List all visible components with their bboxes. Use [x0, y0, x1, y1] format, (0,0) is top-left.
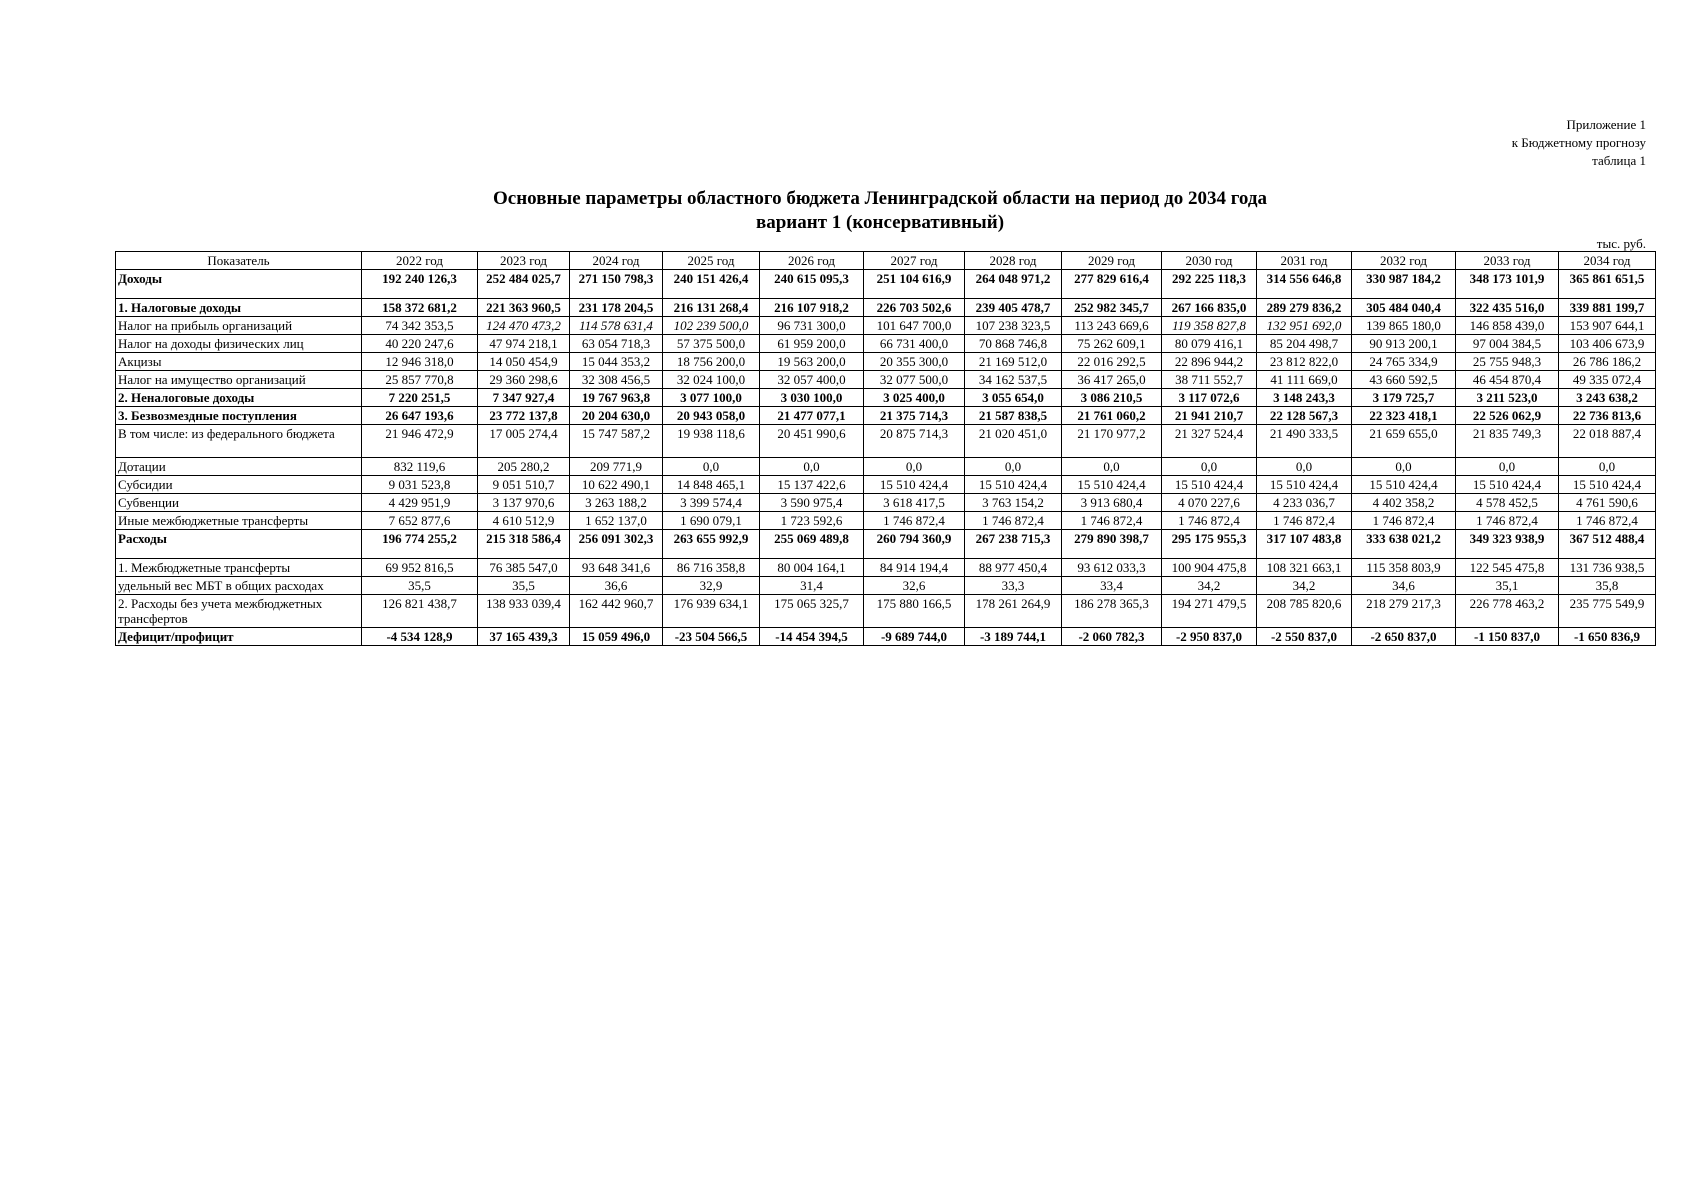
header-2034: 2034 год	[1559, 252, 1656, 270]
table-cell: 226 778 463,2	[1456, 595, 1559, 628]
table-cell: 9 051 510,7	[478, 476, 570, 494]
table-cell: 122 545 475,8	[1456, 559, 1559, 577]
table-cell: 108 321 663,1	[1257, 559, 1352, 577]
row-subventions	[116, 494, 1656, 512]
table-cell: 3 399 574,4	[663, 494, 760, 512]
table-cell: 21 835 749,3	[1456, 425, 1559, 458]
row-label: Налог на доходы физических лиц	[116, 335, 362, 353]
table-cell: 74 342 353,5	[362, 317, 478, 335]
table-cell: 19 767 963,8	[570, 389, 663, 407]
table-cell: 21 169 512,0	[965, 353, 1062, 371]
table-cell: 305 484 040,4	[1352, 299, 1456, 317]
table-cell: 260 794 360,9	[864, 530, 965, 559]
table-cell: 20 875 714,3	[864, 425, 965, 458]
row-label: Налог на прибыль организаций	[116, 317, 362, 335]
row-label: 2. Неналоговые доходы	[116, 389, 362, 407]
row-label: Дотации	[116, 458, 362, 476]
row-subsidies	[116, 476, 1656, 494]
table-cell: 205 280,2	[478, 458, 570, 476]
header-2027: 2027 год	[864, 252, 965, 270]
table-cell: 35,5	[362, 577, 478, 595]
table-cell: 43 660 592,5	[1352, 371, 1456, 389]
table-cell: 3 913 680,4	[1062, 494, 1162, 512]
row-excise	[116, 353, 1656, 371]
table-cell: 14 848 465,1	[663, 476, 760, 494]
table-cell: 35,1	[1456, 577, 1559, 595]
table-cell: 264 048 971,2	[965, 270, 1062, 299]
table-cell: 47 974 218,1	[478, 335, 570, 353]
table-cell: 289 279 836,2	[1257, 299, 1352, 317]
table-cell: 3 117 072,6	[1162, 389, 1257, 407]
table-cell: 158 372 681,2	[362, 299, 478, 317]
table-cell: 252 982 345,7	[1062, 299, 1162, 317]
table-cell: 1 723 592,6	[760, 512, 864, 530]
row-label: Субвенции	[116, 494, 362, 512]
row-label: 1. Налоговые доходы	[116, 299, 362, 317]
table-cell: 31,4	[760, 577, 864, 595]
table-cell: 0,0	[1062, 458, 1162, 476]
table-cell: 333 638 021,2	[1352, 530, 1456, 559]
table-cell: 34,2	[1162, 577, 1257, 595]
table-cell: 0,0	[663, 458, 760, 476]
table-cell: 240 151 426,4	[663, 270, 760, 299]
table-cell: 7 347 927,4	[478, 389, 570, 407]
table-cell: 192 240 126,3	[362, 270, 478, 299]
header-2026: 2026 год	[760, 252, 864, 270]
table-cell: 34 162 537,5	[965, 371, 1062, 389]
row-label: 3. Безвозмездные поступления	[116, 407, 362, 425]
table-cell: 15 510 424,4	[1257, 476, 1352, 494]
table-cell: 0,0	[1162, 458, 1257, 476]
table-cell: 93 648 341,6	[570, 559, 663, 577]
table-cell: 3 179 725,7	[1352, 389, 1456, 407]
table-cell: 10 622 490,1	[570, 476, 663, 494]
table-cell: 32,9	[663, 577, 760, 595]
table-cell: 15 510 424,4	[1559, 476, 1656, 494]
table-cell: 24 765 334,9	[1352, 353, 1456, 371]
table-cell: 3 148 243,3	[1257, 389, 1352, 407]
table-cell: 21 327 524,4	[1162, 425, 1257, 458]
table-cell: 26 647 193,6	[362, 407, 478, 425]
table-cell: 33,4	[1062, 577, 1162, 595]
table-cell: 97 004 384,5	[1456, 335, 1559, 353]
table-cell: 252 484 025,7	[478, 270, 570, 299]
row-non-tax-income	[116, 389, 1656, 407]
table-cell: 175 065 325,7	[760, 595, 864, 628]
header-2033: 2033 год	[1456, 252, 1559, 270]
table-cell: 0,0	[1456, 458, 1559, 476]
table-cell: 255 069 489,8	[760, 530, 864, 559]
table-cell: 240 615 095,3	[760, 270, 864, 299]
table-cell: 63 054 718,3	[570, 335, 663, 353]
header-2031: 2031 год	[1257, 252, 1352, 270]
table-header-row	[116, 252, 1656, 270]
table-cell: 20 204 630,0	[570, 407, 663, 425]
table-cell: 215 318 586,4	[478, 530, 570, 559]
table-cell: 251 104 616,9	[864, 270, 965, 299]
table-cell: 367 512 488,4	[1559, 530, 1656, 559]
table-cell: 21 170 977,2	[1062, 425, 1162, 458]
table-cell: 226 703 502,6	[864, 299, 965, 317]
table-cell: 35,5	[478, 577, 570, 595]
table-cell: 107 238 323,5	[965, 317, 1062, 335]
table-cell: 80 004 164,1	[760, 559, 864, 577]
table-cell: 113 243 669,6	[1062, 317, 1162, 335]
table-cell: 22 323 418,1	[1352, 407, 1456, 425]
table-cell: 1 690 079,1	[663, 512, 760, 530]
table-cell: 176 939 634,1	[663, 595, 760, 628]
header-2025: 2025 год	[663, 252, 760, 270]
table-cell: 1 746 872,4	[1257, 512, 1352, 530]
table-cell: 66 731 400,0	[864, 335, 965, 353]
row-gratuitous-receipts	[116, 407, 1656, 425]
table-cell: 0,0	[760, 458, 864, 476]
table-cell: 119 358 827,8	[1162, 317, 1257, 335]
table-cell: -9 689 744,0	[864, 628, 965, 646]
table-cell: 349 323 938,9	[1456, 530, 1559, 559]
table-cell: 114 578 631,4	[570, 317, 663, 335]
table-cell: 15 510 424,4	[1456, 476, 1559, 494]
table-cell: -1 650 836,9	[1559, 628, 1656, 646]
table-cell: 4 402 358,2	[1352, 494, 1456, 512]
table-cell: 131 736 938,5	[1559, 559, 1656, 577]
table-cell: 3 618 417,5	[864, 494, 965, 512]
table-cell: 37 165 439,3	[478, 628, 570, 646]
table-cell: 32,6	[864, 577, 965, 595]
table-cell: 277 829 616,4	[1062, 270, 1162, 299]
table-cell: 348 173 101,9	[1456, 270, 1559, 299]
table-cell: 295 175 955,3	[1162, 530, 1257, 559]
table-cell: 146 858 439,0	[1456, 317, 1559, 335]
table-cell: 0,0	[965, 458, 1062, 476]
table-cell: 17 005 274,4	[478, 425, 570, 458]
table-cell: 124 470 473,2	[478, 317, 570, 335]
table-cell: 1 746 872,4	[1456, 512, 1559, 530]
row-label: Субсидии	[116, 476, 362, 494]
table-cell: -23 504 566,5	[663, 628, 760, 646]
table-cell: 3 763 154,2	[965, 494, 1062, 512]
table-cell: 21 375 714,3	[864, 407, 965, 425]
row-grants	[116, 458, 1656, 476]
table-cell: 93 612 033,3	[1062, 559, 1162, 577]
table-cell: 235 775 549,9	[1559, 595, 1656, 628]
table-cell: 96 731 300,0	[760, 317, 864, 335]
table-cell: 3 137 970,6	[478, 494, 570, 512]
table-cell: 103 406 673,9	[1559, 335, 1656, 353]
appendix-note	[1512, 116, 1646, 170]
header-2023: 2023 год	[478, 252, 570, 270]
table-cell: 15 510 424,4	[965, 476, 1062, 494]
table-cell: 25 755 948,3	[1456, 353, 1559, 371]
table-cell: 162 442 960,7	[570, 595, 663, 628]
header-2028: 2028 год	[965, 252, 1062, 270]
table-cell: 34,6	[1352, 577, 1456, 595]
table-cell: 102 239 500,0	[663, 317, 760, 335]
table-cell: 267 238 715,3	[965, 530, 1062, 559]
table-cell: 15 747 587,2	[570, 425, 663, 458]
table-cell: 267 166 835,0	[1162, 299, 1257, 317]
page-title	[0, 187, 1697, 235]
table-cell: 20 355 300,0	[864, 353, 965, 371]
table-cell: 292 225 118,3	[1162, 270, 1257, 299]
table-cell: 69 952 816,5	[362, 559, 478, 577]
table-cell: 76 385 547,0	[478, 559, 570, 577]
table-cell: 175 880 166,5	[864, 595, 965, 628]
table-cell: 19 563 200,0	[760, 353, 864, 371]
row-expenses	[116, 530, 1656, 559]
table-cell: 21 477 077,1	[760, 407, 864, 425]
table-cell: 263 655 992,9	[663, 530, 760, 559]
units-label: тыс. руб.	[1596, 236, 1646, 251]
table-cell: 22 016 292,5	[1062, 353, 1162, 371]
table-cell: 279 890 398,7	[1062, 530, 1162, 559]
table-cell: 3 590 975,4	[760, 494, 864, 512]
table-cell: 153 907 644,1	[1559, 317, 1656, 335]
table-cell: 85 204 498,7	[1257, 335, 1352, 353]
table-cell: 178 261 264,9	[965, 595, 1062, 628]
table-cell: 1 746 872,4	[965, 512, 1062, 530]
table-cell: 231 178 204,5	[570, 299, 663, 317]
appendix-line-3: таблица 1	[1592, 153, 1646, 168]
table-cell: 21 941 210,7	[1162, 407, 1257, 425]
table-cell: 33,3	[965, 577, 1062, 595]
table-cell: 15 510 424,4	[864, 476, 965, 494]
table-cell: 38 711 552,7	[1162, 371, 1257, 389]
row-interbudget-transfers	[116, 559, 1656, 577]
table-cell: 216 107 918,2	[760, 299, 864, 317]
table-cell: 21 659 655,0	[1352, 425, 1456, 458]
table-cell: 86 716 358,8	[663, 559, 760, 577]
table-cell: 25 857 770,8	[362, 371, 478, 389]
table-cell: 1 652 137,0	[570, 512, 663, 530]
table-cell: 21 761 060,2	[1062, 407, 1162, 425]
table-cell: 23 772 137,8	[478, 407, 570, 425]
row-property-tax	[116, 371, 1656, 389]
table-cell: 23 812 822,0	[1257, 353, 1352, 371]
table-cell: 1 746 872,4	[1162, 512, 1257, 530]
table-cell: 22 018 887,4	[1559, 425, 1656, 458]
table-cell: 15 059 496,0	[570, 628, 663, 646]
header-2029: 2029 год	[1062, 252, 1162, 270]
table-cell: 101 647 700,0	[864, 317, 965, 335]
table-cell: 0,0	[1257, 458, 1352, 476]
table-cell: 21 946 472,9	[362, 425, 478, 458]
table-cell: 317 107 483,8	[1257, 530, 1352, 559]
row-deficit-surplus	[116, 628, 1656, 646]
appendix-line-2: к Бюджетному прогнозу	[1511, 135, 1646, 150]
table-cell: 3 025 400,0	[864, 389, 965, 407]
table-cell: 0,0	[1352, 458, 1456, 476]
table-cell: 9 031 523,8	[362, 476, 478, 494]
table-cell: 32 024 100,0	[663, 371, 760, 389]
table-cell: 18 756 200,0	[663, 353, 760, 371]
table-cell: 3 263 188,2	[570, 494, 663, 512]
table-cell: 35,8	[1559, 577, 1656, 595]
table-cell: 4 429 951,9	[362, 494, 478, 512]
table-cell: 138 933 039,4	[478, 595, 570, 628]
table-cell: 22 128 567,3	[1257, 407, 1352, 425]
table-cell: 3 086 210,5	[1062, 389, 1162, 407]
table-cell: 32 077 500,0	[864, 371, 965, 389]
table-cell: 21 020 451,0	[965, 425, 1062, 458]
table-cell: 14 050 454,9	[478, 353, 570, 371]
table-cell: 57 375 500,0	[663, 335, 760, 353]
row-expenses-without-transfers	[116, 595, 1656, 628]
table-cell: 322 435 516,0	[1456, 299, 1559, 317]
table-cell: 218 279 217,3	[1352, 595, 1456, 628]
table-cell: 21 587 838,5	[965, 407, 1062, 425]
row-label: Доходы	[116, 270, 362, 299]
table-cell: -2 950 837,0	[1162, 628, 1257, 646]
table-cell: 4 761 590,6	[1559, 494, 1656, 512]
table-cell: -2 060 782,3	[1062, 628, 1162, 646]
title-line-2: вариант 1 (консервативный)	[755, 212, 1005, 233]
appendix-line-1: Приложение 1	[1566, 117, 1646, 132]
row-personal-income-tax	[116, 335, 1656, 353]
table-cell: 7 220 251,5	[362, 389, 478, 407]
table-cell: 88 977 450,4	[965, 559, 1062, 577]
table-cell: -3 189 744,1	[965, 628, 1062, 646]
table-cell: 0,0	[1559, 458, 1656, 476]
table-cell: 26 786 186,2	[1559, 353, 1656, 371]
table-cell: 1 746 872,4	[1062, 512, 1162, 530]
table-cell: 15 510 424,4	[1062, 476, 1162, 494]
table-cell: 194 271 479,5	[1162, 595, 1257, 628]
table-cell: 34,2	[1257, 577, 1352, 595]
table-cell: 21 490 333,5	[1257, 425, 1352, 458]
table-cell: 84 914 194,4	[864, 559, 965, 577]
table-cell: 40 220 247,6	[362, 335, 478, 353]
table-cell: 20 943 058,0	[663, 407, 760, 425]
table-cell: 29 360 298,6	[478, 371, 570, 389]
row-label: Акцизы	[116, 353, 362, 371]
table-cell: 1 746 872,4	[864, 512, 965, 530]
table-cell: 100 904 475,8	[1162, 559, 1257, 577]
table-cell: 0,0	[864, 458, 965, 476]
table-cell: 46 454 870,4	[1456, 371, 1559, 389]
table-cell: 196 774 255,2	[362, 530, 478, 559]
table-cell: 208 785 820,6	[1257, 595, 1352, 628]
table-cell: 3 211 523,0	[1456, 389, 1559, 407]
table-cell: 3 030 100,0	[760, 389, 864, 407]
row-label: Расходы	[116, 530, 362, 559]
table-cell: 1 746 872,4	[1352, 512, 1456, 530]
table-cell: 80 079 416,1	[1162, 335, 1257, 353]
table-cell: 49 335 072,4	[1559, 371, 1656, 389]
table-cell: 271 150 798,3	[570, 270, 663, 299]
table-cell: 216 131 268,4	[663, 299, 760, 317]
table-cell: 3 243 638,2	[1559, 389, 1656, 407]
table-cell: -1 150 837,0	[1456, 628, 1559, 646]
table-cell: 330 987 184,2	[1352, 270, 1456, 299]
table-cell: 139 865 180,0	[1352, 317, 1456, 335]
table-cell: 186 278 365,3	[1062, 595, 1162, 628]
row-label: Дефицит/профицит	[116, 628, 362, 646]
row-label: удельный вес МБТ в общих расходах	[116, 577, 362, 595]
row-label: 1. Межбюджетные трансферты	[116, 559, 362, 577]
table-cell: 256 091 302,3	[570, 530, 663, 559]
row-label: В том числе: из федерального бюджета	[116, 425, 362, 458]
table-cell: 12 946 318,0	[362, 353, 478, 371]
table-cell: 126 821 438,7	[362, 595, 478, 628]
title-line-1: Основные параметры областного бюджета Ленинградской области на период до 2034 года	[493, 188, 1267, 209]
table-cell: 36 417 265,0	[1062, 371, 1162, 389]
table-cell: 90 913 200,1	[1352, 335, 1456, 353]
table-cell: 32 308 456,5	[570, 371, 663, 389]
row-tax-income	[116, 299, 1656, 317]
table-cell: 3 055 654,0	[965, 389, 1062, 407]
table-cell: 4 233 036,7	[1257, 494, 1352, 512]
row-income	[116, 270, 1656, 299]
budget-table	[115, 251, 1656, 646]
table-cell: 61 959 200,0	[760, 335, 864, 353]
table-cell: 4 070 227,6	[1162, 494, 1257, 512]
table-cell: 339 881 199,7	[1559, 299, 1656, 317]
table-cell: -2 550 837,0	[1257, 628, 1352, 646]
table-cell: 70 868 746,8	[965, 335, 1062, 353]
table-cell: 75 262 609,1	[1062, 335, 1162, 353]
table-cell: 7 652 877,6	[362, 512, 478, 530]
table-cell: 132 951 692,0	[1257, 317, 1352, 335]
table-cell: -4 534 128,9	[362, 628, 478, 646]
row-label: Иные межбюджетные трансферты	[116, 512, 362, 530]
table-cell: 15 510 424,4	[1162, 476, 1257, 494]
table-cell: 314 556 646,8	[1257, 270, 1352, 299]
table-cell: 15 137 422,6	[760, 476, 864, 494]
header-2022: 2022 год	[362, 252, 478, 270]
table-cell: 41 111 669,0	[1257, 371, 1352, 389]
table-cell: 832 119,6	[362, 458, 478, 476]
table-cell: 3 077 100,0	[663, 389, 760, 407]
table-cell: 15 044 353,2	[570, 353, 663, 371]
table-cell: 1 746 872,4	[1559, 512, 1656, 530]
table-cell: 4 578 452,5	[1456, 494, 1559, 512]
table-cell: 221 363 960,5	[478, 299, 570, 317]
table-cell: 22 896 944,2	[1162, 353, 1257, 371]
row-profit-tax	[116, 317, 1656, 335]
table-cell: 365 861 651,5	[1559, 270, 1656, 299]
table-cell: -2 650 837,0	[1352, 628, 1456, 646]
header-2032: 2032 год	[1352, 252, 1456, 270]
table-cell: 15 510 424,4	[1352, 476, 1456, 494]
header-indicator: Показатель	[116, 252, 362, 270]
row-label: Налог на имущество организаций	[116, 371, 362, 389]
row-mbt-share	[116, 577, 1656, 595]
table-cell: 36,6	[570, 577, 663, 595]
row-federal-budget	[116, 425, 1656, 458]
table-cell: 20 451 990,6	[760, 425, 864, 458]
table-cell: 19 938 118,6	[663, 425, 760, 458]
table-cell: -14 454 394,5	[760, 628, 864, 646]
row-label: 2. Расходы без учета межбюджетных трансфертов	[116, 595, 362, 628]
header-2030: 2030 год	[1162, 252, 1257, 270]
table-cell: 4 610 512,9	[478, 512, 570, 530]
row-other-transfers	[116, 512, 1656, 530]
table-cell: 115 358 803,9	[1352, 559, 1456, 577]
header-2024: 2024 год	[570, 252, 663, 270]
table-cell: 209 771,9	[570, 458, 663, 476]
table-cell: 22 736 813,6	[1559, 407, 1656, 425]
table-cell: 32 057 400,0	[760, 371, 864, 389]
table-cell: 22 526 062,9	[1456, 407, 1559, 425]
table-cell: 239 405 478,7	[965, 299, 1062, 317]
